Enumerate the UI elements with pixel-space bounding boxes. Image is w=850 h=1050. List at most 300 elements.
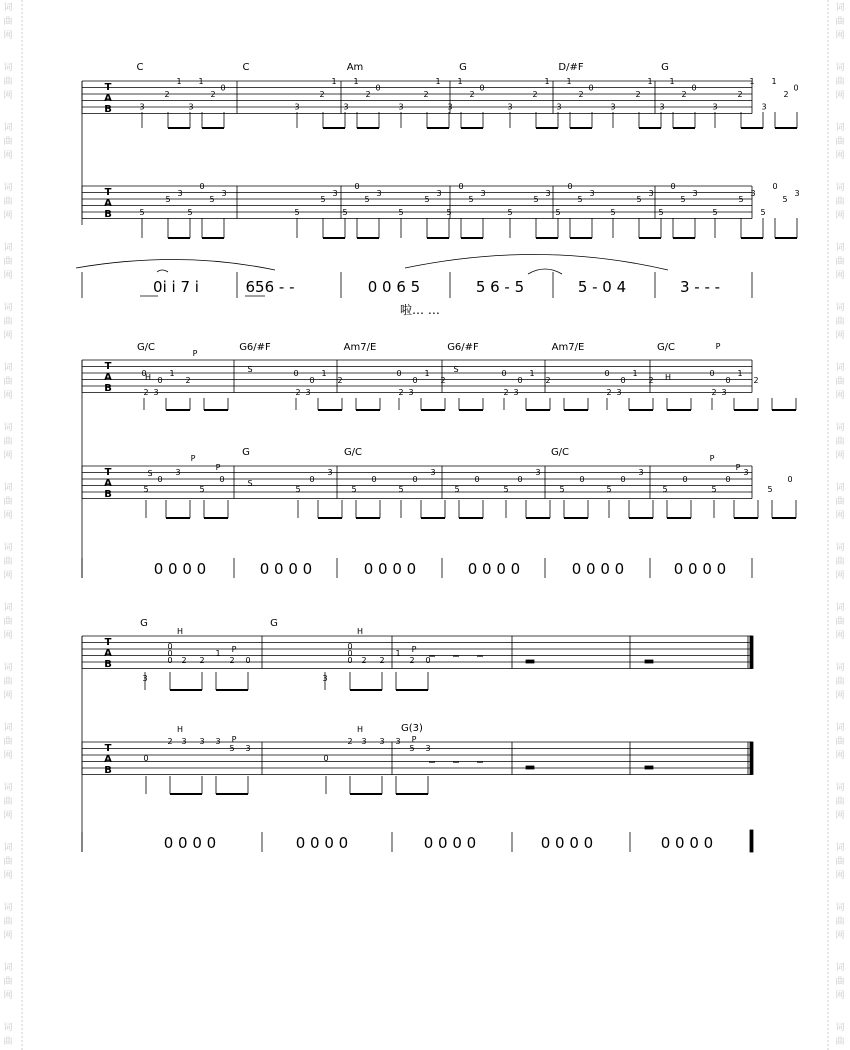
watermark-char: 网 — [835, 331, 845, 341]
fret-number: 3 — [177, 189, 183, 198]
fret-number: 5 — [342, 208, 348, 217]
fret-number: 0 — [517, 475, 523, 484]
jianpu-measure: 5 6 - 5 — [475, 278, 525, 296]
fret-number: 0 — [682, 475, 688, 484]
watermark-char: 词 — [3, 783, 13, 793]
watermark-char: 曲 — [835, 737, 845, 747]
fret-number: 1 — [395, 649, 401, 658]
fret-number: 1 — [169, 369, 175, 378]
watermark-char: 曲 — [3, 737, 13, 747]
chord-name: Am7/E — [551, 342, 585, 353]
watermark-char: 词 — [835, 783, 845, 793]
watermark-char: 词 — [3, 903, 13, 913]
watermark-char: 词 — [835, 123, 845, 133]
watermark-char: 网 — [835, 571, 845, 581]
chord-name: Am — [346, 62, 364, 73]
chord-name: G — [242, 447, 250, 458]
watermark-char: 网 — [835, 931, 845, 941]
watermark-char: 曲 — [835, 917, 845, 927]
watermark-char: 网 — [3, 931, 13, 941]
fret-number: 5 — [294, 208, 300, 217]
watermark-char: 网 — [3, 211, 13, 221]
jianpu-measure: 0 0 0 0 — [660, 834, 714, 852]
fret-number: 0 — [167, 656, 173, 665]
jianpu-measure: 5 - 0 4 — [577, 278, 627, 296]
tab-letter: B — [104, 765, 112, 776]
fret-number: 2 — [143, 388, 149, 397]
technique-mark: H — [356, 725, 364, 734]
fret-number: 5 — [606, 485, 612, 494]
fret-number: 5 — [295, 485, 301, 494]
chord-name: D/#F — [558, 62, 584, 73]
fret-number: 0 — [354, 182, 360, 191]
fret-number: 5 — [165, 195, 171, 204]
tab-letter: A — [104, 372, 112, 383]
fret-number: 0 — [371, 475, 377, 484]
watermark-char: 网 — [3, 871, 13, 881]
watermark-char: 词 — [835, 843, 845, 853]
fret-number: 3 — [142, 674, 148, 683]
fret-number: 0 — [474, 475, 480, 484]
watermark-char: 曲 — [3, 197, 13, 207]
fret-number: 3 — [305, 388, 311, 397]
watermark-char: 曲 — [3, 917, 13, 927]
fret-number: 3 — [343, 102, 349, 112]
chord-name: G6/#F — [239, 342, 271, 353]
technique-mark: H — [176, 725, 184, 734]
fret-number: 0 — [199, 182, 205, 191]
fret-number: 3 — [425, 744, 431, 753]
fret-number: 1 — [331, 77, 337, 86]
watermark-char: 曲 — [835, 1037, 845, 1047]
watermark-char: 词 — [3, 843, 13, 853]
fret-number: 5 — [760, 208, 766, 217]
fret-number: 3 — [199, 737, 205, 746]
watermark-char: 词 — [3, 423, 13, 433]
technique-mark: P — [192, 349, 198, 358]
watermark-char: 网 — [835, 31, 845, 41]
fret-number: 1 — [669, 77, 675, 86]
technique-mark: H — [176, 627, 184, 636]
watermark-char: 曲 — [3, 1037, 13, 1047]
jianpu-measure: 656 - - — [245, 278, 295, 296]
fret-number: 5 — [199, 485, 205, 494]
fret-number: 0 — [670, 182, 676, 191]
fret-number: 5 — [468, 195, 474, 204]
watermark-char: 曲 — [835, 77, 845, 87]
tab-letter: A — [104, 198, 112, 209]
watermark-char: 词 — [835, 1023, 845, 1033]
watermark-char: 曲 — [3, 617, 13, 627]
fret-number: 1 — [457, 77, 463, 86]
fret-number: 5 — [658, 208, 664, 217]
fret-number: 3 — [139, 102, 145, 112]
fret-number: 5 — [662, 485, 668, 494]
fret-number: 5 — [767, 485, 773, 494]
technique-mark: P — [411, 645, 417, 654]
fret-number: 5 — [636, 195, 642, 204]
watermark-char: 词 — [3, 303, 13, 313]
watermark — [3, 0, 844, 1050]
technique-mark: S — [453, 365, 459, 374]
watermark-char: 曲 — [3, 677, 13, 687]
fret-number: 5 — [577, 195, 583, 204]
fret-number: 3 — [721, 388, 727, 397]
technique-mark: H — [144, 373, 152, 382]
fret-number: 0 — [725, 475, 731, 484]
fret-number: 5 — [364, 195, 370, 204]
chord-name: G/C — [136, 342, 156, 353]
technique-mark: P — [411, 735, 417, 744]
fret-number: 0 — [157, 475, 163, 484]
fret-number: 3 — [175, 468, 181, 477]
fret-number: 1 — [321, 369, 327, 378]
watermark-char: 曲 — [3, 317, 13, 327]
watermark-char: 网 — [835, 151, 845, 161]
fret-number: 3 — [153, 388, 159, 397]
watermark-char: 词 — [835, 183, 845, 193]
technique-mark: P — [231, 645, 237, 654]
lyric: 啦… … — [400, 303, 440, 317]
watermark-char: 曲 — [3, 497, 13, 507]
watermark-char: 曲 — [3, 77, 13, 87]
fret-number: 3 — [513, 388, 519, 397]
fret-number: 3 — [712, 102, 718, 112]
fret-number: 2 — [469, 90, 475, 99]
fret-number: 2 — [753, 376, 759, 385]
watermark-char: 网 — [835, 751, 845, 761]
technique-mark: H — [664, 373, 672, 382]
watermark-char: 曲 — [3, 857, 13, 867]
tab-letter: B — [104, 489, 112, 500]
fret-number: 2 — [295, 388, 301, 397]
watermark-char: 曲 — [835, 617, 845, 627]
fret-number: 2 — [347, 737, 353, 746]
fret-number: 3 — [398, 102, 404, 112]
fret-number: 0 — [772, 182, 778, 191]
watermark-char: 曲 — [3, 17, 13, 27]
fret-number: 2 — [319, 90, 325, 99]
fret-number: 3 — [436, 189, 442, 198]
fret-number: 3 — [430, 468, 436, 477]
tab-letter: A — [104, 754, 112, 765]
watermark-char: 词 — [835, 963, 845, 973]
fret-number: 1 — [771, 77, 777, 86]
jianpu-measure: 0 0 6 5 — [367, 278, 421, 296]
fret-number: 0 — [309, 475, 315, 484]
fret-number: 5 — [187, 208, 193, 217]
watermark-char: 网 — [835, 211, 845, 221]
fret-number: 0 — [425, 656, 431, 665]
jianpu-measure: 0i i 7 i — [153, 278, 199, 296]
fret-number: 0 — [691, 83, 697, 93]
watermark-char: 曲 — [835, 497, 845, 507]
watermark-char: 词 — [835, 903, 845, 913]
watermark-char: 词 — [3, 363, 13, 373]
fret-number: 5 — [712, 208, 718, 217]
fret-number: 1 — [632, 369, 638, 378]
fret-number: 1 — [749, 77, 755, 86]
fret-number: 0 — [347, 642, 353, 651]
fret-number: 0 — [604, 369, 610, 378]
watermark-char: 词 — [3, 603, 13, 613]
chord-name: G/C — [656, 342, 676, 353]
watermark-char: 词 — [3, 483, 13, 493]
watermark-char: 网 — [835, 811, 845, 821]
fret-number: 5 — [320, 195, 326, 204]
chord-name: G — [661, 62, 669, 73]
fret-number: 2 — [361, 656, 367, 665]
watermark-char: 网 — [3, 91, 13, 101]
fret-number: 2 — [783, 90, 789, 99]
fret-number: 3 — [221, 189, 227, 198]
watermark-char: 词 — [3, 1023, 13, 1033]
fret-number: 0 — [245, 656, 251, 665]
fret-number: 3 — [589, 189, 595, 198]
watermark-char: 网 — [835, 91, 845, 101]
watermark-char: 词 — [3, 963, 13, 973]
fret-number: 5 — [555, 208, 561, 217]
watermark-char: 曲 — [3, 557, 13, 567]
tab-notes — [136, 77, 800, 763]
fret-number: 2 — [635, 90, 641, 99]
fret-number: 2 — [409, 656, 415, 665]
fret-number: 5 — [424, 195, 430, 204]
fret-number: 5 — [782, 195, 788, 204]
fret-number: 0 — [579, 475, 585, 484]
fret-number: 0 — [709, 369, 715, 378]
fret-number: 3 — [447, 102, 453, 112]
fret-number: 2 — [681, 90, 687, 99]
watermark-char: 网 — [3, 751, 13, 761]
fret-number: 5 — [507, 208, 513, 217]
fret-number: 3 — [395, 737, 401, 746]
tab-letter: T — [104, 361, 112, 372]
fret-number: 1 — [647, 77, 653, 86]
fret-number: 3 — [610, 102, 616, 112]
fret-number: 0 — [157, 376, 163, 385]
watermark-char: 曲 — [3, 797, 13, 807]
tab-letter: T — [104, 82, 112, 93]
fret-number: 5 — [209, 195, 215, 204]
fret-number: 3 — [245, 744, 251, 753]
chord-name: C — [242, 62, 250, 73]
technique-mark: P — [709, 454, 715, 463]
jianpu-measure: 0 0 0 0 — [363, 560, 417, 578]
fret-number: 0 — [347, 656, 353, 665]
fret-number: 5 — [409, 744, 415, 753]
watermark-char: 曲 — [835, 677, 845, 687]
tab-letter: B — [104, 104, 112, 115]
watermark-char: 网 — [835, 631, 845, 641]
watermark-char: 曲 — [835, 317, 845, 327]
fret-number: 0 — [620, 475, 626, 484]
fret-number: 2 — [545, 376, 551, 385]
tab-letter: A — [104, 478, 112, 489]
fret-number: 1 — [435, 77, 441, 86]
fret-number: 3 — [181, 737, 187, 746]
watermark-char: 网 — [3, 151, 13, 161]
watermark-char: 网 — [835, 691, 845, 701]
watermark-char: 词 — [835, 243, 845, 253]
fret-number: 3 — [376, 189, 382, 198]
tab-letter: B — [104, 659, 112, 670]
fret-number: 0 — [793, 83, 799, 93]
technique-mark: P — [215, 463, 221, 472]
watermark-char: 网 — [835, 871, 845, 881]
watermark-char: 曲 — [835, 197, 845, 207]
tab-letter: T — [104, 467, 112, 478]
chord-name: G6/#F — [447, 342, 479, 353]
fret-number: 5 — [139, 208, 145, 217]
fret-number: 1 — [737, 369, 743, 378]
jianpu-measure: 0 0 0 0 — [295, 834, 349, 852]
fret-number: 3 — [750, 189, 756, 198]
fret-number: 5 — [446, 208, 452, 217]
fret-number: 3 — [379, 737, 385, 746]
fret-number: 1 — [566, 77, 572, 86]
fret-number: 0 — [725, 376, 731, 385]
chord-name: C — [136, 62, 144, 73]
fret-number: 2 — [210, 90, 216, 99]
fret-number: 0 — [396, 369, 402, 378]
technique-mark: P — [190, 454, 196, 463]
fret-number: 3 — [332, 189, 338, 198]
fret-number: 0 — [567, 182, 573, 191]
watermark-char: 词 — [3, 63, 13, 73]
watermark-char: 词 — [835, 663, 845, 673]
watermark-char: 曲 — [835, 857, 845, 867]
fret-number: 3 — [215, 737, 221, 746]
fret-number: 1 — [424, 369, 430, 378]
fret-number: 2 — [164, 90, 170, 99]
watermark-char: 曲 — [3, 977, 13, 987]
fret-number: 2 — [185, 376, 191, 385]
watermark-char: 网 — [835, 991, 845, 1001]
watermark-char: 词 — [3, 3, 13, 13]
watermark-char: 网 — [3, 451, 13, 461]
jianpu-measure: 0 0 0 0 — [423, 834, 477, 852]
watermark-char: 词 — [835, 543, 845, 553]
fret-number: 2 — [199, 656, 205, 665]
fret-number: 0 — [479, 83, 485, 93]
fret-number: 0 — [517, 376, 523, 385]
fret-number: 0 — [293, 369, 299, 378]
fret-number: 0 — [375, 83, 381, 93]
fret-number: 2 — [711, 388, 717, 397]
fret-number: 0 — [787, 475, 793, 484]
watermark-char: 网 — [3, 31, 13, 41]
fret-number: 5 — [610, 208, 616, 217]
technique-mark: P — [735, 463, 741, 472]
fret-number: 0 — [501, 369, 507, 378]
fret-number: 2 — [365, 90, 371, 99]
watermark-char: 网 — [835, 511, 845, 521]
fret-number: 2 — [606, 388, 612, 397]
fret-number: 3 — [761, 102, 767, 112]
jianpu-measure: 0 0 0 0 — [540, 834, 594, 852]
jianpu-measure: 0 0 0 0 — [673, 560, 727, 578]
fret-number: 5 — [398, 485, 404, 494]
fret-number: 0 — [167, 649, 173, 658]
jianpu-measure: 0 0 0 0 — [163, 834, 217, 852]
watermark-char: 曲 — [835, 557, 845, 567]
technique-mark: S — [247, 365, 253, 374]
watermark-char: 曲 — [3, 437, 13, 447]
fret-number: 2 — [398, 388, 404, 397]
technique-mark: S — [147, 469, 153, 478]
fret-number: 5 — [351, 485, 357, 494]
fret-number: 5 — [503, 485, 509, 494]
fret-number: 2 — [737, 90, 743, 99]
watermark-char: 曲 — [3, 257, 13, 267]
watermark-char: 网 — [835, 451, 845, 461]
fret-number: 3 — [188, 102, 194, 112]
fret-number: 3 — [794, 189, 800, 198]
fret-number: 1 — [529, 369, 535, 378]
fret-number: 2 — [440, 376, 446, 385]
tab-letter: B — [104, 209, 112, 220]
fret-number: 3 — [616, 388, 622, 397]
watermark-char: 网 — [3, 631, 13, 641]
watermark-char: 词 — [3, 543, 13, 553]
fret-number: 1 — [215, 649, 221, 658]
jianpu-measure: 0 0 0 0 — [571, 560, 625, 578]
tab-letter: B — [104, 383, 112, 394]
tab-letter: T — [104, 187, 112, 198]
fret-number: 0 — [323, 754, 329, 763]
watermark-char: 曲 — [3, 137, 13, 147]
watermark-char: 曲 — [835, 17, 845, 27]
chord-name: G — [459, 62, 467, 73]
watermark-char: 词 — [835, 483, 845, 493]
fret-number: 0 — [167, 642, 173, 651]
fret-number: 3 — [535, 468, 541, 477]
chord-name: G — [140, 618, 148, 629]
fret-number: 1 — [198, 77, 204, 86]
watermark-char: 网 — [3, 691, 13, 701]
watermark-char: 词 — [3, 243, 13, 253]
fret-number: 2 — [379, 656, 385, 665]
fret-number: 1 — [353, 77, 359, 86]
fret-number: 5 — [559, 485, 565, 494]
fret-number: 0 — [458, 182, 464, 191]
watermark-char: 词 — [3, 663, 13, 673]
technique-mark: S — [247, 479, 253, 488]
watermark-char: 网 — [3, 271, 13, 281]
fret-number: 5 — [738, 195, 744, 204]
fret-number: 3 — [545, 189, 551, 198]
technique-mark: P — [715, 342, 721, 351]
fret-number: 0 — [143, 754, 149, 763]
tab-letter: T — [104, 637, 112, 648]
fret-number: 0 — [588, 83, 594, 93]
watermark-char: 词 — [835, 423, 845, 433]
fret-number: 1 — [544, 77, 550, 86]
chord-name: G(3) — [401, 723, 423, 734]
watermark-char: 网 — [3, 991, 13, 1001]
fret-number: 0 — [347, 649, 353, 658]
fret-number: 1 — [176, 77, 182, 86]
fret-number: 0 — [220, 83, 226, 93]
watermark-char: 词 — [835, 363, 845, 373]
technique-mark: P — [231, 735, 237, 744]
fret-number: 5 — [143, 485, 149, 494]
fret-number: 5 — [533, 195, 539, 204]
technique-mark: H — [356, 627, 364, 636]
tab-letter: A — [104, 93, 112, 104]
chord-name: G — [270, 618, 278, 629]
